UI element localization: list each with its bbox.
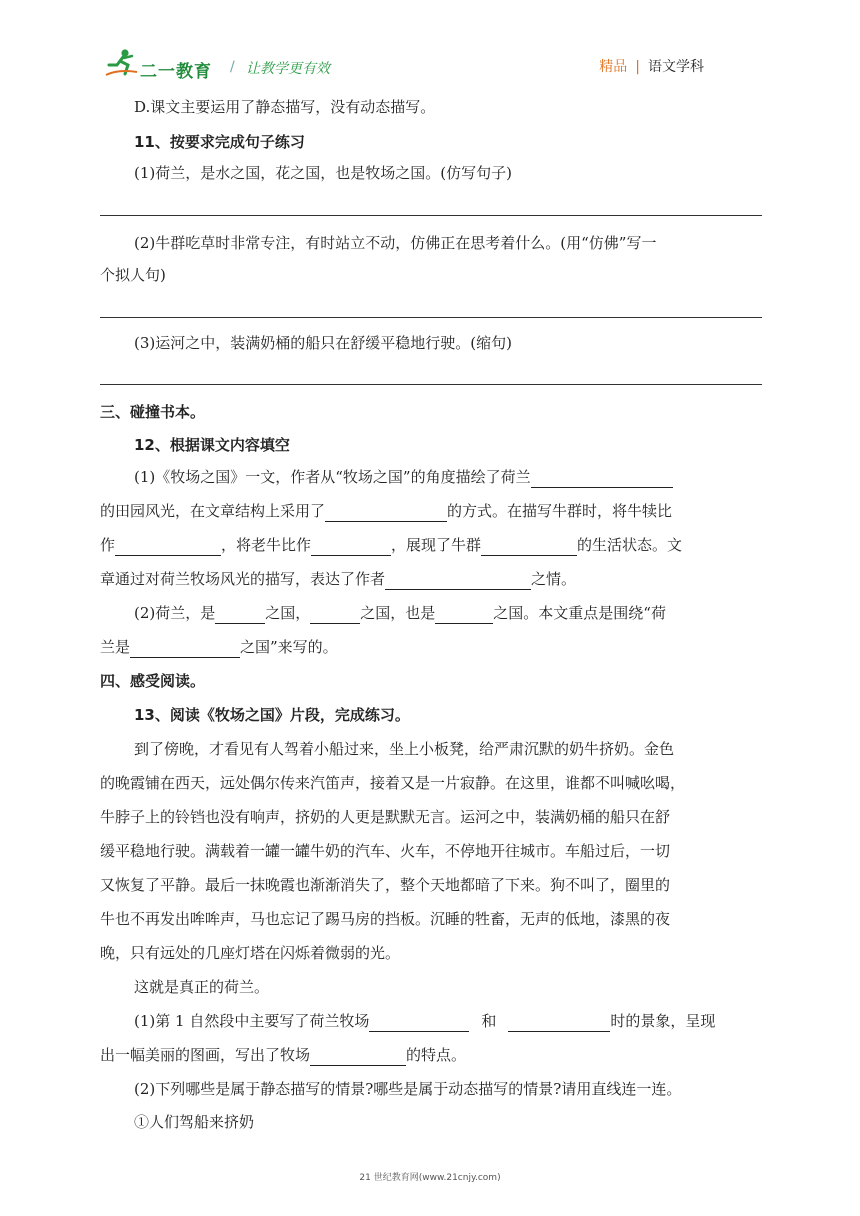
q10-option-d: D.课文主要运用了静态描写，没有动态描写。: [134, 98, 436, 116]
q13-1-text-d: 出一幅美丽的图画，写出了牧场: [100, 1046, 311, 1064]
q11-2-line2: 个拟人句): [100, 266, 166, 284]
q12-1-text-g: 的生活状态。文: [577, 536, 683, 554]
q12-1-line2: [100, 500, 672, 522]
q12-1-text-c: 的方式。在描写牛群时，将牛犊比: [447, 502, 673, 520]
blank-q12-2-a[interactable]: [215, 606, 265, 624]
header-separator: |: [635, 59, 640, 75]
answer-line-q11-2: [100, 317, 762, 318]
blank-q12-2-d[interactable]: [130, 640, 240, 658]
answer-line-q11-1: [100, 215, 762, 216]
q12-1-text-h: 章通过对荷兰牧场风光的描写，表达了作者: [100, 570, 386, 588]
q12-1-text-a: (1)《牧场之国》一文，作者从“牧场之国”的角度描绘了荷兰: [134, 468, 531, 486]
header-right: [599, 56, 704, 76]
logo-name: 二一教育: [140, 62, 212, 82]
blank-q12-1-d[interactable]: [311, 538, 391, 556]
q12-1-text-e: ，将老牛比作: [221, 536, 312, 554]
q13-1-text-c: 时的景象，呈现: [610, 1012, 716, 1030]
blank-q13-1-a[interactable]: [369, 1014, 469, 1032]
q12-2-line1: [134, 602, 666, 624]
blank-q12-2-b[interactable]: [310, 606, 360, 624]
passage-line-5: 又恢复了平静。最后一抹晚霞也渐渐消失了，整个天地都暗了下来。狗不叫了，圈里的: [100, 876, 671, 894]
blank-q12-1-b[interactable]: [325, 504, 447, 522]
q12-1-text-d: 作: [100, 536, 116, 554]
q12-2-text-e: 兰是: [100, 638, 131, 656]
q12-1-line1: [134, 466, 673, 488]
blank-q12-1-c[interactable]: [115, 538, 221, 556]
passage-line-2: 的晚霞铺在西天，远处偶尔传来汽笛声，接着又是一片寂静。在这里，谁都不叫喊吆喝，: [100, 774, 686, 792]
q12-1-line3: [100, 534, 682, 556]
q12-2-text-c: 之国，也是: [360, 604, 436, 622]
blank-q12-1-e[interactable]: [481, 538, 577, 556]
blank-q13-1-c[interactable]: [310, 1048, 406, 1066]
passage-line-4: 缓平稳地行驶。满载着一罐一罐牛奶的汽车、火车，不停地开往城市。车船过后，一切: [100, 842, 671, 860]
q11-1: (1)荷兰，是水之国，花之国，也是牧场之国。(仿写句子): [134, 164, 512, 182]
blank-q12-1-a[interactable]: [531, 470, 673, 488]
passage-line-8: 这就是真正的荷兰。: [134, 978, 270, 996]
q12-2-text-d: 之国。本文重点是围绕“荷: [493, 604, 666, 622]
q13-2-item-1: ①人们驾船来挤奶: [134, 1113, 255, 1131]
q13-title: 13、阅读《牧场之国》片段，完成练习。: [134, 706, 410, 724]
q12-title: 12、根据课文内容填空: [134, 436, 290, 454]
q12-2-text-b: 之国，: [265, 604, 311, 622]
header-subject: 语文学科: [648, 59, 704, 75]
logo-slogan: 让教学更有效: [246, 61, 330, 77]
q13-1-text-b: 和: [481, 1012, 497, 1030]
header-quality: 精品: [599, 59, 628, 75]
page-header: [100, 40, 762, 84]
q11-3: (3)运河之中，装满奶桶的船只在舒缓平稳地行驶。(缩句): [134, 334, 512, 352]
section-3-heading: 三、碰撞书本。: [100, 403, 206, 421]
q12-1-line4: [100, 568, 576, 590]
q12-2-text-f: 之国”来写的。: [240, 638, 338, 656]
q11-2-line1: (2)牛群吃草时非常专注，有时站立不动，仿佛正在思考着什么。(用“仿佛”写一: [134, 234, 657, 252]
logo: [104, 48, 336, 80]
q12-2-line2: [100, 636, 338, 658]
passage-line-6: 牛也不再发出哞哞声，马也忘记了踢马房的挡板。沉睡的牲畜，无声的低地，漆黑的夜: [100, 910, 671, 928]
q12-1-text-i: 之情。: [531, 570, 577, 588]
q13-1-text-e: 的特点。: [406, 1046, 467, 1064]
q13-2: (2)下列哪些是属于静态描写的情景?哪些是属于动态描写的情景?请用直线连一连。: [134, 1080, 682, 1098]
q13-1-line1: [134, 1010, 715, 1032]
blank-q12-1-f[interactable]: [385, 572, 531, 590]
passage-line-7: 晚，只有远处的几座灯塔在闪烁着微弱的光。: [100, 944, 401, 962]
blank-q12-2-c[interactable]: [435, 606, 493, 624]
passage-line-1: 到了傍晚，才看见有人驾着小船过来，坐上小板凳，给严肃沉默的奶牛挤奶。金色: [134, 740, 675, 758]
answer-line-q11-3: [100, 384, 762, 385]
q13-1-text-a: (1)第 1 自然段中主要写了荷兰牧场: [134, 1012, 370, 1030]
q12-1-text-b: 的田园风光，在文章结构上采用了: [100, 502, 326, 520]
q12-2-text-a: (2)荷兰，是: [134, 604, 216, 622]
logo-slash: /: [230, 59, 235, 75]
q12-1-text-f: ，展现了牛群: [391, 536, 482, 554]
section-4-heading: 四、感受阅读。: [100, 672, 206, 690]
passage-line-3: 牛脖子上的铃铛也没有响声，挤奶的人更是默默无言。运河之中，装满奶桶的船只在舒: [100, 808, 671, 826]
q11-title: 11、按要求完成句子练习: [134, 133, 305, 151]
blank-q13-1-b[interactable]: [508, 1014, 610, 1032]
q13-1-line2: [100, 1044, 466, 1066]
page-footer: 21 世纪教育网(www.21cnjy.com): [359, 1173, 501, 1183]
runner-logo-icon: [104, 48, 138, 78]
